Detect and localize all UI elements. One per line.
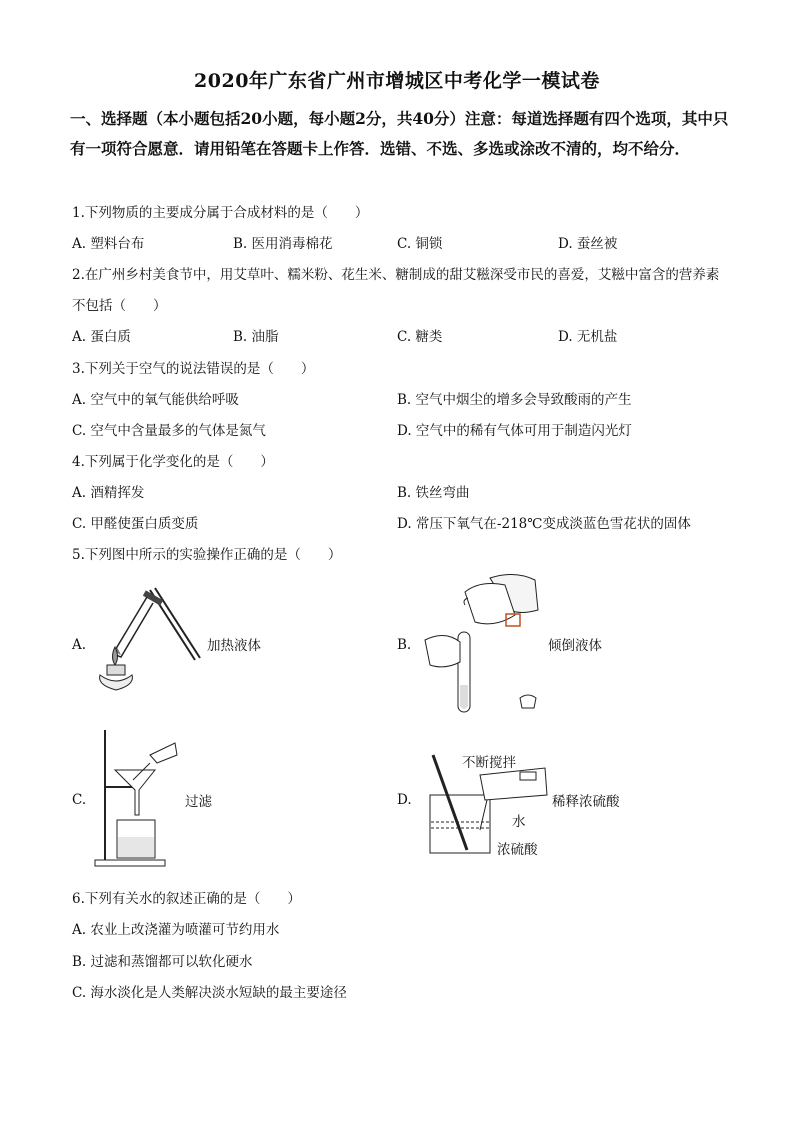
- q2-option-d[interactable]: D. 无机盐: [558, 329, 618, 345]
- q3-option-b[interactable]: B. 空气中烟尘的增多会导致酸雨的产生: [397, 392, 632, 408]
- q1-option-a[interactable]: A. 塑料台布: [72, 236, 145, 252]
- question-5-stem: 5.下列图中所示的实验操作正确的是（ ）: [72, 547, 342, 563]
- q2-option-c[interactable]: C. 糖类: [397, 329, 443, 345]
- question-2-stem: 2.在广州乡村美食节中，用艾草叶、糯米粉、花生米、糖制成的甜艾糍深受市民的喜爱，艾糍中富含的营养素不包括（ ）: [72, 267, 720, 314]
- q4-option-b[interactable]: B. 铁丝弯曲: [397, 485, 470, 501]
- q1-option-d[interactable]: D. 蚕丝被: [558, 236, 618, 252]
- q2-option-b[interactable]: B. 油脂: [233, 329, 279, 345]
- figure-c-label: 过滤: [185, 794, 212, 810]
- figure-filtration: [95, 725, 185, 870]
- q5-option-a[interactable]: A.: [72, 637, 87, 653]
- figure-d-acid-label: 浓硫酸: [497, 842, 538, 858]
- q2-option-a[interactable]: A. 蛋白质: [72, 329, 131, 345]
- figure-d-water-label: 水: [512, 814, 526, 830]
- q5-option-c[interactable]: C.: [72, 792, 87, 808]
- q3-option-a[interactable]: A. 空气中的氧气能供给呼吸: [72, 392, 239, 408]
- q3-option-d[interactable]: D. 空气中的稀有气体可用于制造闪光灯: [397, 423, 632, 439]
- q5-option-d[interactable]: D.: [397, 792, 412, 808]
- q4-option-c[interactable]: C. 甲醛使蛋白质变质: [72, 516, 199, 532]
- q3-option-c[interactable]: C. 空气中含量最多的气体是氮气: [72, 423, 266, 439]
- q5-option-b[interactable]: B.: [397, 637, 412, 653]
- figure-heating-liquid: [95, 585, 205, 695]
- q1-option-b[interactable]: B. 医用消毒棉花: [233, 236, 333, 252]
- figure-b-label: 倾倒液体: [548, 638, 602, 654]
- q6-option-c[interactable]: C. 海水淡化是人类解决淡水短缺的最主要途径: [72, 985, 347, 1001]
- question-3-stem: 3.下列关于空气的说法错误的是（ ）: [72, 361, 315, 377]
- q1-option-c[interactable]: C. 铜锁: [397, 236, 443, 252]
- q4-option-d[interactable]: D. 常压下氧气在-218℃变成淡蓝色雪花状的固体: [397, 516, 691, 532]
- q6-option-b[interactable]: B. 过滤和蒸馏都可以软化硬水: [72, 954, 253, 970]
- figure-a-label: 加热液体: [207, 638, 261, 654]
- question-6-stem: 6.下列有关水的叙述正确的是（ ）: [72, 891, 301, 907]
- question-4-stem: 4.下列属于化学变化的是（ ）: [72, 454, 274, 470]
- section-heading: 一、选择题（本小题包括20小题，每小题2分，共40分）注意：每道选择题有四个选项，其中只有一项符合愿意．请用铅笔在答题卡上作答．选错、不选、多选或涂改不清的，均不给分．: [70, 109, 729, 158]
- q6-option-a[interactable]: A. 农业上改浇灌为喷灌可节约用水: [72, 922, 280, 938]
- q4-option-a[interactable]: A. 酒精挥发: [72, 485, 145, 501]
- figure-pouring-liquid: [420, 570, 550, 720]
- figure-d-top-label: 不断搅拌: [462, 755, 516, 771]
- page-title: 2020年广东省广州市增城区中考化学一模试卷: [194, 70, 600, 92]
- figure-d-side-label: 稀释浓硫酸: [552, 794, 620, 810]
- question-1-stem: 1.下列物质的主要成分属于合成材料的是（ ）: [72, 205, 369, 221]
